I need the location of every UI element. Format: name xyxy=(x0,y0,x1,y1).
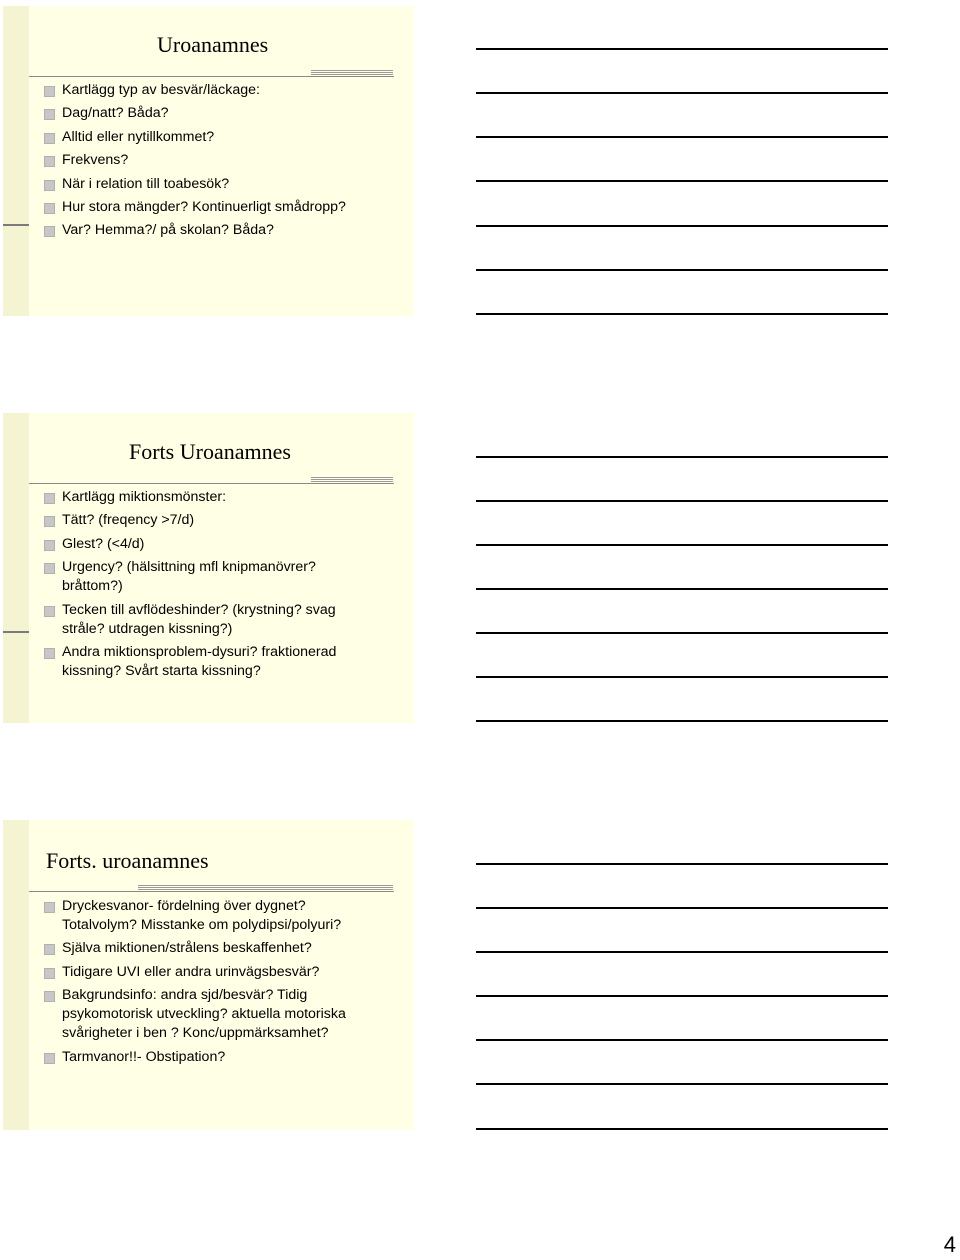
bullet-item: Tarmvanor!!- Obstipation? xyxy=(43,1048,383,1067)
slide-left-band xyxy=(3,820,29,1130)
notes-line xyxy=(476,907,888,909)
bullet-item: Själva miktionen/strålens beskaffenhet? xyxy=(43,939,383,958)
slide-tick xyxy=(3,224,29,226)
notes-line xyxy=(476,225,888,227)
title-rule-accent xyxy=(311,477,393,482)
title-rule-accent xyxy=(138,885,393,890)
bullet-item: Bakgrundsinfo: andra sjd/besvär? Tidig psykomotorisk utveckling? aktuella motoriska svårigheter i ben ? Konc/uppmärksamhet? xyxy=(43,986,383,1043)
bullet-item: Var? Hemma?/ på skolan? Båda? xyxy=(43,221,393,240)
bullet-item: Urgency? (hälsittning mfl knipmanövrer? bråttom?) xyxy=(43,558,373,596)
page-number: 4 xyxy=(943,1232,956,1257)
bullet-item: Glest? (<4/d) xyxy=(43,535,373,554)
slide-2 xyxy=(3,413,414,723)
notes-line xyxy=(476,1083,888,1085)
bullet-item: Kartlägg typ av besvär/läckage: xyxy=(43,81,393,100)
slide-3 xyxy=(3,820,414,1130)
bullet-list xyxy=(43,897,383,1071)
slide-left-band xyxy=(3,6,29,316)
notes-line xyxy=(476,1039,888,1041)
bullet-item: Tidigare UVI eller andra urinvägsbesvär? xyxy=(43,963,383,982)
bullet-list xyxy=(43,488,373,685)
title-rule xyxy=(29,76,394,77)
bullet-list xyxy=(43,81,393,245)
notes-line xyxy=(476,500,888,502)
bullet-item: Dag/natt? Båda? xyxy=(43,104,393,123)
bullet-item: Alltid eller nytillkommet? xyxy=(43,128,393,147)
notes-line xyxy=(476,544,888,546)
bullet-item: När i relation till toabesök? xyxy=(43,175,393,194)
notes-line xyxy=(476,136,888,138)
notes-line xyxy=(476,269,888,271)
notes-line xyxy=(476,632,888,634)
notes-line xyxy=(476,48,888,50)
bullet-item: Dryckesvanor- fördelning över dygnet? Totalvolym? Misstanke om polydipsi/polyuri? xyxy=(43,897,383,935)
notes-line xyxy=(476,951,888,953)
bullet-item: Andra miktionsproblem-dysuri? fraktionerad kissning? Svårt starta kissning? xyxy=(43,643,373,681)
title-rule xyxy=(29,483,394,484)
notes-line xyxy=(476,313,888,315)
notes-line xyxy=(476,588,888,590)
bullet-item: Tätt? (freqency >7/d) xyxy=(43,511,373,530)
slide-title: Forts. uroanamnes xyxy=(46,848,209,873)
slide-title: Uroanamnes xyxy=(157,32,269,57)
notes-line xyxy=(476,995,888,997)
bullet-item: Frekvens? xyxy=(43,151,393,170)
bullet-item: Hur stora mängder? Kontinuerligt smådropp? xyxy=(43,198,393,217)
notes-line xyxy=(476,676,888,678)
notes-line xyxy=(476,1128,888,1130)
title-rule-accent xyxy=(311,70,393,75)
slide-1 xyxy=(3,6,414,316)
notes-line xyxy=(476,863,888,865)
notes-line xyxy=(476,456,888,458)
slide-left-band xyxy=(3,413,29,723)
notes-line xyxy=(476,92,888,94)
notes-line xyxy=(476,180,888,182)
slide-tick xyxy=(3,631,29,633)
slide-title: Forts Uroanamnes xyxy=(129,439,291,464)
title-rule xyxy=(29,891,394,892)
bullet-item: Tecken till avflödeshinder? (krystning? svag stråle? utdragen kissning?) xyxy=(43,601,373,639)
notes-line xyxy=(476,720,888,722)
bullet-item: Kartlägg miktionsmönster: xyxy=(43,488,373,507)
